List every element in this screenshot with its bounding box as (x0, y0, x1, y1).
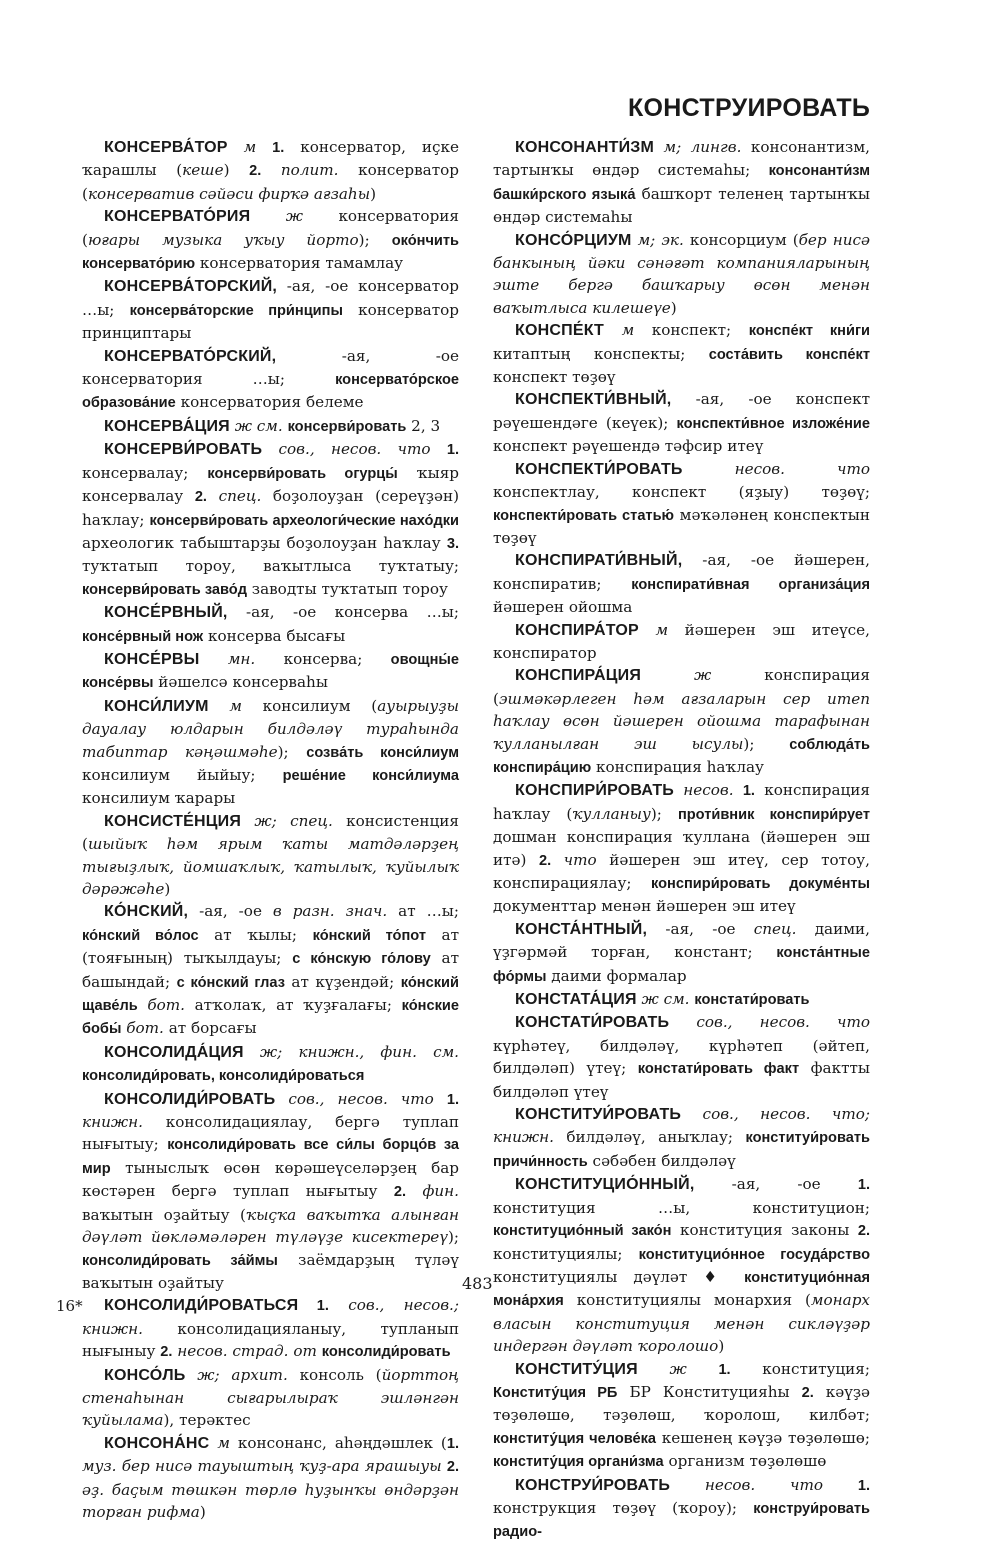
grammar-label: ж (250, 207, 339, 226)
example-phrase: 1. (857, 1177, 870, 1194)
definition-text: атҡолаҡ, ат ҡуҙғалағы; (185, 996, 402, 1015)
definition-text: кешенең кәүҙә төҙөлөшө; (656, 1428, 870, 1447)
headword: КОНСЕРВА́ТОРСКИЙ, (104, 278, 278, 296)
definition-text: ); (743, 734, 790, 753)
grammar-label: несов. (674, 781, 743, 800)
definition-text: башҡорт теленең тартынҡы өндәр системаһы (493, 184, 870, 227)
grammar-label: несов. что (670, 1475, 858, 1494)
definition-text: йәшерен эш итеү, сер тотоу, конспирациялау; (493, 850, 870, 892)
left-entry (82, 810, 459, 901)
definition-text: ) (370, 184, 377, 203)
grammar-label: шыйыҡ һәм ярым ҡаты матдәләрҙең тығыҙлыҡ, йомшаҡлыҡ, ҡатылыҡ, ҡуйылыҡ дәрәжәһе (82, 835, 459, 898)
grammar-label: несов. что (682, 459, 870, 478)
definition-text: консонантизм, тартынҡы өндәр системаһы; (493, 138, 870, 180)
example-phrase: ко́нский щаве́ль (82, 974, 459, 1015)
example-phrase: конспекти́вное изложе́ние (676, 415, 870, 432)
definition-text: йәшерен эш итеүсе, конспиратор (493, 620, 870, 662)
left-entry (82, 601, 459, 648)
example-phrase: консонанти́зм башки́рского языка́ (493, 163, 870, 203)
example-phrase: консолиди́ровать за́ймы (82, 1252, 278, 1269)
example-phrase: конспе́кт кни́ги (748, 323, 870, 340)
left-entry (82, 205, 459, 275)
example-phrase: консе́рвный нож (82, 628, 204, 645)
definition-text: консилиум ( (262, 696, 378, 715)
left-entry (82, 648, 459, 695)
example-phrase: конституцио́нный зако́н (493, 1223, 672, 1240)
example-phrase: 2. (857, 1223, 871, 1240)
headword: КОНСО́ЛЬ (104, 1366, 186, 1384)
grammar-label: м (208, 696, 263, 715)
grammar-label: ҡулланыу (572, 804, 651, 823)
grammar-label: ж; книжн., фин. см. (243, 1042, 459, 1061)
right-entry (493, 1358, 870, 1474)
grammar-label: ж (637, 1359, 719, 1378)
example-phrase: 3. (446, 535, 459, 552)
right-column (493, 136, 870, 1544)
headword: КОНСТАТИ́РОВАТЬ (515, 1014, 670, 1032)
definition-text: ат күҙендәй; (284, 972, 401, 991)
definition-text: консилиум ҡарары (82, 789, 236, 808)
definition-text: консоль ( (299, 1365, 382, 1384)
definition-text: ); (277, 742, 307, 761)
grammar-label: юғары музыка уҡыу йорто (87, 230, 359, 249)
example-phrase: 1. (742, 783, 755, 800)
example-phrase: конституцио́нная мона́рхия (493, 1269, 870, 1310)
example-phrase: соста́вить конспе́кт (708, 346, 870, 363)
definition-text: консолидациялау, бергә туплап нығытыу; (82, 1113, 459, 1154)
definition-text: конспект төҙөү (493, 368, 616, 387)
headword: КОНСЕРВА́ЦИЯ (104, 417, 230, 435)
headword: КОНСТРУИ́РОВАТЬ (515, 1476, 671, 1494)
definition-text: ) (223, 161, 250, 180)
headword: КОНСИ́ЛИУМ (104, 697, 209, 715)
definition-text: археологик табыштарҙы боҙолоуҙан һаҡлау (82, 533, 447, 552)
definition-text: БР Конституцияһы (617, 1382, 802, 1401)
definition-text: -ая, -ое консерва …ы; (227, 603, 459, 622)
grammar-label: сов., несов. что (669, 1013, 870, 1032)
headword: КОНСЕРВА́ТОР (104, 139, 228, 156)
definition-text: консерва бысағы (203, 626, 346, 645)
definition-text: ); (358, 230, 392, 249)
grammar-label: сов., несов.; книжн. (82, 1296, 459, 1338)
definition-text: заёмдарҙың түләү ваҡытын оҙайтыу (82, 1250, 459, 1292)
definition-text: ат борсағы (163, 1019, 257, 1038)
definition-text: ат башындай; (82, 949, 459, 991)
definition-text: -ая, -ое (188, 902, 273, 921)
example-phrase: ко́нские бобы́ (82, 998, 459, 1038)
signature-mark: 16* (56, 1297, 83, 1315)
left-entry (82, 136, 459, 205)
definition-text: ); (650, 804, 678, 823)
definition-text: даими, үҙгәрмәй торған, констант; (493, 919, 870, 962)
definition-text: -ая, -ое (694, 1175, 858, 1194)
definition-text: -ая, -ое йәшерен, конспиратив; (493, 551, 870, 593)
definition-text: боҙолоуҙан (сереүҙән) һаҡлау; (82, 487, 459, 529)
definition-text: тыныслыҡ өсөн көрәшеүселәрҙең бар көстәрен бергә туплап нығытыу (82, 1158, 459, 1201)
definition-text: конституция …ы, конституцион; (493, 1198, 870, 1217)
example-phrase: 1. (446, 1435, 459, 1452)
definition-text: конституция; (730, 1359, 871, 1378)
definition-text: -ая, -ое конспект рәүешендәге (кеүек); (493, 390, 870, 432)
definition-text: консорциум ( (689, 230, 799, 249)
grammar-label: муз. бер нисә тауыштың ҡуҙ-ара ярашыуы (82, 1457, 447, 1476)
definition-text: консонанс, аһәңдәшлек ( (237, 1433, 447, 1452)
example-phrase: конста́нтные фо́рмы (493, 945, 870, 985)
right-entry (493, 779, 870, 917)
headword: КОНСИСТЕ́НЦИЯ (104, 812, 242, 830)
left-entry (82, 695, 459, 810)
page-header: КОНСТРУИРОВАТЬ (628, 94, 871, 122)
right-entry (493, 1173, 870, 1357)
headword: КОНСТИТУИ́РОВАТЬ (515, 1106, 682, 1124)
definition-text: ) (670, 298, 677, 317)
headword: КОНСЕ́РВЫ (104, 650, 200, 668)
definition-text: конспирация һаҡлау (591, 757, 764, 776)
grammar-label: книжн. (82, 1113, 143, 1132)
definition-text: консилиум йыйыу; (82, 765, 283, 784)
headword: КОНСПИРАТИ́ВНЫЙ, (515, 552, 683, 570)
definition-text: китаптың конспекты; (493, 344, 709, 363)
example-phrase: 1. (857, 1477, 870, 1494)
definition-text: конституциялы монархия ( (563, 1291, 811, 1310)
example-phrase: ко́нский то́пот (312, 927, 426, 944)
grammar-label: м (638, 620, 685, 639)
definition-text: туҡтатып тороу, ваҡытлыса туҡтатыу; (82, 557, 459, 576)
headword: КОНСОЛИДИ́РОВАТЬСЯ (104, 1297, 299, 1315)
grammar-label: ж см. (229, 416, 288, 435)
grammar-label: несов. страд. от (172, 1342, 322, 1361)
definition-text: конспирация һаҡлау ( (493, 781, 870, 823)
grammar-label: ж (641, 666, 765, 685)
example-phrase: конспири́ровать докуме́нты (651, 876, 870, 892)
grammar-label: консерватив сәйәси фирҡә ағзаһы (87, 184, 371, 203)
left-entry (82, 900, 459, 1040)
definition-text: заводты туҡтатып тороу (246, 579, 448, 598)
definition-text: документтар менән йәшерен эш итеү (493, 897, 796, 916)
left-entry (82, 1088, 459, 1295)
headword: КОНСОНАНТИ́ЗМ (515, 139, 655, 156)
example-phrase: 1. (446, 442, 459, 459)
definition-text: ); (447, 1228, 459, 1247)
left-entry (82, 438, 459, 601)
left-entry (82, 345, 459, 415)
right-entry (493, 388, 870, 457)
grammar-label: фин. (406, 1182, 460, 1201)
example-phrase: конспекти́ровать статью́ (493, 507, 675, 524)
headword: КОНСЕ́РВНЫЙ, (104, 604, 228, 622)
definition-text: -ая, -ое консерватор …ы; (82, 277, 459, 319)
right-entry (493, 1011, 870, 1103)
definition-text: консерва; (283, 649, 391, 668)
example-phrase: консерви́ровать (287, 418, 407, 435)
definition-text: организм төҙөлөшө (663, 1452, 827, 1471)
definition-text: консервалау; (82, 463, 208, 482)
example-phrase: реше́ние конси́лиума (282, 767, 459, 784)
definition-text: күрһәтеү, билдәләү, күрһәтеп (әйтеп, билдәләп) үтеү; (493, 1036, 870, 1078)
left-entry (82, 415, 459, 438)
left-entry (82, 275, 459, 344)
grammar-label: йорттоң стенаһынан сығарылыраҡ эшләнгән ҡуйылама (82, 1365, 460, 1430)
definition-text: консерватория ( (82, 207, 459, 249)
headword: КОНСТИТУ́ЦИЯ (515, 1360, 638, 1378)
example-phrase: проти́вник конспири́рует (677, 806, 870, 823)
example-phrase: с ко́нскую го́лову (292, 951, 431, 968)
grammar-label: полит. (261, 161, 339, 180)
definition-text: ат …ы; (398, 902, 459, 921)
example-phrase: консерви́ровать огурцы́ (207, 465, 398, 482)
example-phrase: созва́ть конси́лиум (306, 744, 459, 761)
grammar-label: бер нисә банкының йәки сәнәғәт компанияларының эште бергә башҡарыу өсөн менән ваҡытлыса килешеүе (493, 230, 870, 317)
definition-text: ), терәктес (163, 1411, 251, 1430)
definition-text: консерватория белеме (175, 393, 364, 412)
grammar-label: эшмәкәрлеген һәм ағзаларын сер итеп һаҡлау өсөн йәшерен ойошма тарафынан ҡулланылған эш ысулы (493, 689, 870, 753)
grammar-label: монарх власын конституция менән сикләүҙәр индергән дәүләт ҡоролошо (493, 1291, 870, 1356)
grammar-label: что (551, 850, 610, 869)
example-phrase: 1. (718, 1361, 731, 1378)
headword: КОНСЕРВАТО́РСКИЙ, (104, 347, 277, 365)
example-phrase: 2. (249, 163, 262, 180)
right-entry (493, 229, 870, 320)
grammar-label: спец. (206, 487, 262, 506)
example-phrase: консолиди́ровать все си́лы борцо́в за мир (82, 1137, 459, 1177)
right-entry (493, 549, 870, 618)
example-phrase: консерви́ровать археологи́ческие нахо́дки (149, 512, 459, 529)
right-entry (493, 1103, 870, 1173)
example-phrase: конспирати́вная организа́ция (631, 576, 870, 593)
grammar-label: сов., несов. что; книжн. (493, 1105, 870, 1147)
headword: КОНСПИРА́ТОР (515, 621, 639, 639)
grammar-label: ҡыҫҡа ваҡытҡа алынған дәүләт йөкләмәләрен түләүҙе кисектереү (82, 1205, 460, 1247)
definition-text: дошман конспирация ҡуллана (йәшерен эш итә) (493, 828, 870, 869)
definition-text: йәшелсә консерваһы (153, 673, 328, 692)
definition-text: ат (тояғының) тыҡылдауы; (82, 925, 459, 968)
left-entry (82, 1041, 459, 1088)
left-entry (82, 1294, 459, 1363)
example-phrase: констати́ровать факт (637, 1061, 800, 1078)
right-entry (493, 458, 870, 550)
definition-text: конституциялы; (493, 1244, 639, 1263)
headword: КОНСОЛИДА́ЦИЯ (104, 1043, 244, 1061)
grammar-label: әҙ. баҫым төшкән төрлө һуҙынҡы өндәрҙән торған рифма (82, 1480, 459, 1521)
headword: КОНСТА́НТНЫЙ, (515, 920, 648, 938)
definition-text: конспектлау, конспект (яҙыу) төҙөү; (493, 483, 870, 502)
grammar-label: в разн. знач. (272, 902, 399, 921)
definition-text: фактты билдәләп үтеү (493, 1059, 870, 1101)
definition-text: конституция законы (671, 1221, 858, 1240)
definition-text: консерватор ( (82, 161, 459, 203)
headword: КОНСПЕКТИ́РОВАТЬ (515, 460, 683, 478)
headword: КОНСО́РЦИУМ (515, 231, 632, 249)
grammar-label: мн. (199, 649, 284, 668)
grammar-label: ауырыуҙы дауалау юлдарын билдәләү тураһында табиптар кәңәшмәһе (82, 696, 459, 761)
headword: КОНСПИРА́ЦИЯ (515, 667, 642, 685)
example-phrase: констати́ровать (694, 992, 810, 1009)
example-phrase: 2. (801, 1384, 814, 1401)
definition-text: ҡыяр консервалау (82, 463, 459, 506)
headword: КОНСПЕ́КТ (515, 322, 605, 340)
example-phrase: конститу́ция органи́зма (493, 1454, 664, 1471)
definition-text: билдәләү, аныҡлау; (566, 1128, 746, 1147)
example-phrase: конституи́ровать причи́нность (493, 1130, 870, 1170)
example-phrase: 2. (194, 489, 207, 506)
definition-text: консерватор принциптары (82, 300, 459, 343)
definition-text: конспект рәүешендә тәфсир итеү (493, 437, 764, 456)
right-entry (493, 1474, 870, 1544)
definition-text: ) (718, 1337, 725, 1356)
example-phrase: с ко́нский глаз (176, 974, 285, 991)
left-entry (82, 1432, 459, 1524)
grammar-label: м (209, 1433, 238, 1452)
definition-text: консолидацияланыу, тупланып нығыныу (82, 1319, 459, 1361)
definition-text: ) (164, 880, 171, 898)
grammar-label: бот. (137, 996, 185, 1015)
headword: КОНСОЛИДИ́РОВАТЬ (104, 1090, 276, 1108)
example-phrase: 1. (446, 1091, 459, 1108)
left-column (82, 136, 459, 1523)
example-phrase: ко́нский во́лос (82, 927, 199, 944)
example-phrase: консервато́рское образова́ние (82, 372, 459, 412)
definition-text: мәҡәләнең конспектын төҙөү (493, 505, 870, 547)
definition-text: кәүҙә төҙөлөшө, тәҙөлөш, ҡоролош, килбәт; (493, 1382, 870, 1425)
example-phrase: око́нчить консервато́рию (82, 232, 460, 273)
headword: КО́НСКИЙ, (104, 903, 189, 921)
grammar-label: м; эк. (631, 230, 690, 249)
headword: КОНСЕРВИ́РОВАТЬ (104, 441, 263, 459)
definition-text: конституциялы дәүләт ♦ (493, 1267, 745, 1286)
definition-text: консистенция ( (82, 811, 459, 854)
grammar-label: м; лингв. (654, 138, 751, 156)
definition-text: -ая, -ое (647, 919, 754, 938)
definition-text: -ая, -ое консерватория …ы; (82, 346, 459, 389)
example-phrase: конституцио́нное госуда́рство (638, 1246, 870, 1263)
grammar-label: бот. (121, 1019, 164, 1038)
grammar-label: ж; архит. (185, 1365, 300, 1384)
headword: КОНСОНА́НС (104, 1434, 210, 1452)
definition-text: ваҡытын оҙайтыу ( (82, 1205, 246, 1224)
example-phrase: 2. (393, 1184, 407, 1201)
right-entry (493, 619, 870, 665)
headword: КОНСПИРИ́РОВАТЬ (515, 782, 674, 800)
definition-text: конспект; (651, 321, 749, 340)
right-entry (493, 918, 870, 988)
example-phrase: консолиди́ровать (321, 1344, 451, 1361)
example-phrase: 2. (538, 852, 552, 869)
right-entry (493, 319, 870, 388)
example-phrase: 2. (160, 1344, 173, 1361)
page-number: 483 (462, 1274, 493, 1293)
example-phrase: 1. (298, 1298, 329, 1315)
headword: КОНСТАТА́ЦИЯ (515, 991, 637, 1009)
example-phrase: 2. (446, 1459, 459, 1476)
definition-text: ) (199, 1502, 206, 1521)
example-phrase: овощны́е консе́рвы (82, 651, 459, 692)
headword: КОНСТИТУЦИО́ННЫЙ, (515, 1176, 695, 1194)
example-phrase: конститу́ция челове́ка (493, 1430, 657, 1447)
right-entry (493, 988, 870, 1011)
grammar-label: ж; спец. (241, 811, 347, 830)
right-entry (493, 664, 870, 779)
grammar-label: спец. (753, 919, 797, 938)
definition-text: консерватор, иҫке ҡарашлы ( (82, 138, 459, 180)
definition-text: сәбәбен билдәләү (587, 1151, 736, 1170)
grammar-label: м (604, 321, 652, 340)
definition-text: консерватория тамамлау (195, 254, 404, 273)
right-entry (493, 136, 870, 229)
headword: КОНСЕРВАТО́РИЯ (104, 208, 251, 226)
example-phrase: Конститу́ция РБ (493, 1384, 618, 1401)
headword: КОНСПЕКТИ́ВНЫЙ, (515, 391, 672, 409)
definition-text: конспирация ( (493, 666, 870, 708)
definition-text: даими формалар (546, 966, 687, 985)
example-phrase: 1. (272, 140, 285, 156)
example-phrase: консолиди́ровать, консолиди́роваться (82, 1068, 365, 1085)
definition-text: 2, 3 (406, 416, 441, 435)
left-entry (82, 1364, 459, 1432)
example-phrase: соблюда́ть конспира́цию (493, 736, 870, 776)
grammar-label: сов., несов. что (262, 440, 447, 459)
grammar-label: сов., несов. что (275, 1089, 447, 1108)
definition-text: йәшерен ойошма (493, 598, 633, 617)
example-phrase: консерви́ровать заво́д (82, 581, 247, 598)
grammar-label: ж см. (636, 990, 695, 1009)
grammar-label: кеше (182, 161, 224, 180)
definition-text: конструкция төҙөү (ҡороу); (493, 1498, 754, 1517)
example-phrase: конструи́ровать радио- (493, 1500, 870, 1541)
grammar-label: м (227, 138, 273, 156)
definition-text: ат ҡылы; (198, 925, 313, 944)
example-phrase: консерва́торские при́нципы (129, 302, 343, 319)
